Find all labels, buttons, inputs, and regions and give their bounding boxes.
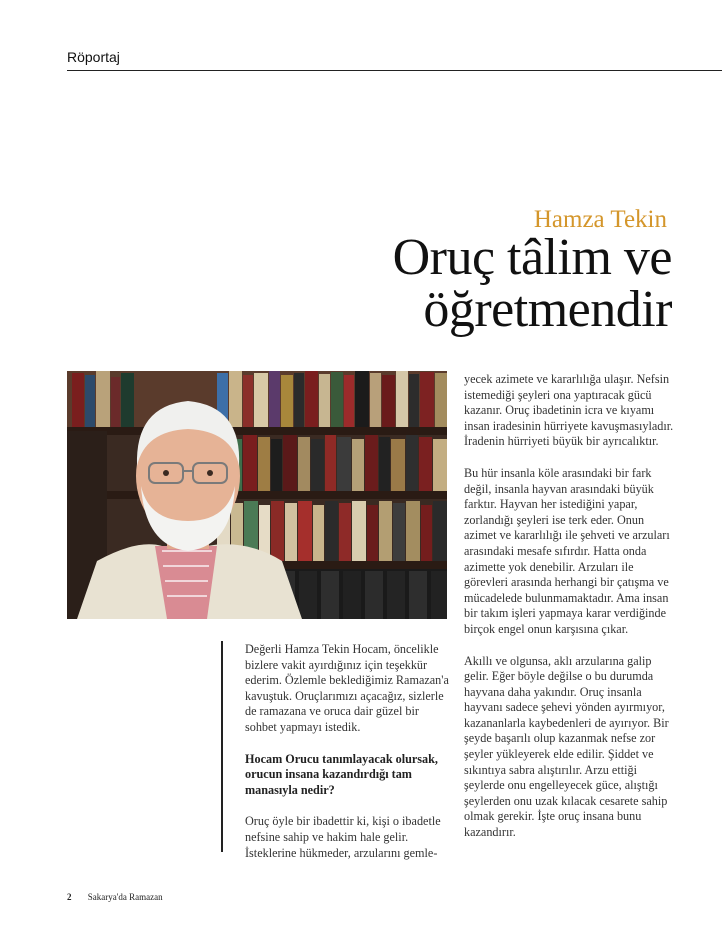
- page-number: 2: [67, 892, 72, 902]
- paragraph-3: Akıllı ve olgunsa, aklı arzularına galip gelir. Eğer böyle değilse o bu durumda hayvana daha yakındır. Oruç insanla hayvanı sadece şehevi yönden ayırmıyor, kazananlarla kaybedenleri de ayırıyor. Bir şeyde başarılı olup kazanmak nefse zor şeyler yükleyerek elde edilir. Şiddet ve sıkıntıya sabra alıştırılır. Arzu ettiği şeylerde onu engelleyecek güce, alıştığı şeylerden onu uzak kılacak cesarete sahip olmak gerekir. İşte oruç insana bunu kazandırır.: [464, 653, 669, 840]
- interview-question: Hocam Orucu tanımlayacak olursak, orucun insana kazandırdığı tam manasıyla nedir?: [245, 751, 438, 797]
- title-line-1: Oruç tâlim ve: [392, 229, 672, 286]
- paragraph-2: Bu hür insanla köle arasındaki bir fark değil, insanla hayvan arasındaki büyük farktır. Hayvan her istediğini yapar, zorlandığı şeyleri ise terk eder. Onun azimet ve kararlılığı ile şehveti ve arzuları arasındaki mesafe sıfırdır. Hatta onda azimette yok denebilir. Arzuları ile görevleri arasında herhangi bir çatışma ve mücadelede bulunmamaktadır. Ama insan bir takım işleri yapmaya karar verdiğinde birçok engel onun karşısına çıkar.: [464, 465, 670, 636]
- section-label: Röportaj: [67, 49, 120, 65]
- right-column: [464, 372, 676, 857]
- publication-name: Sakarya'da Ramazan: [87, 892, 163, 902]
- column-divider: [221, 641, 223, 852]
- article-title: [392, 229, 672, 338]
- left-column: [245, 642, 451, 877]
- header-rule: [67, 70, 722, 71]
- portrait-photo: [67, 371, 447, 619]
- title-line-2: öğretmendir: [423, 281, 672, 338]
- interview-answer: Oruç öyle bir ibadettir ki, kişi o ibadetle nefsine sahip ve hakim hale gelir. İsteklerine hükmeder, arzularını gemle-: [245, 814, 441, 860]
- interview-intro: Değerli Hamza Tekin Hocam, öncelikle bizlere vakit ayırdığınız için teşekkür ederim. Özlemle beklediğimiz Ramazan'a kavuştuk. Oruçlarımızı açacağız, sizlerle de ramazana ve oruca dair güzel bir sohbet yapmayı istedik.: [245, 642, 449, 734]
- author-name: Hamza Tekin: [533, 206, 667, 233]
- page-footer: [67, 892, 163, 902]
- paragraph-1: yecek azimete ve kararlılığa ulaşır. Nefsin istemediği şeyleri ona yaptıracak gücü kazanır. Oruç ibadetinin icra ve kıyamı insan iradesinin hürriyete kavuşmasıyladır. İradenin hürriyeti büyük bir ayrıcalıktır.: [464, 372, 674, 449]
